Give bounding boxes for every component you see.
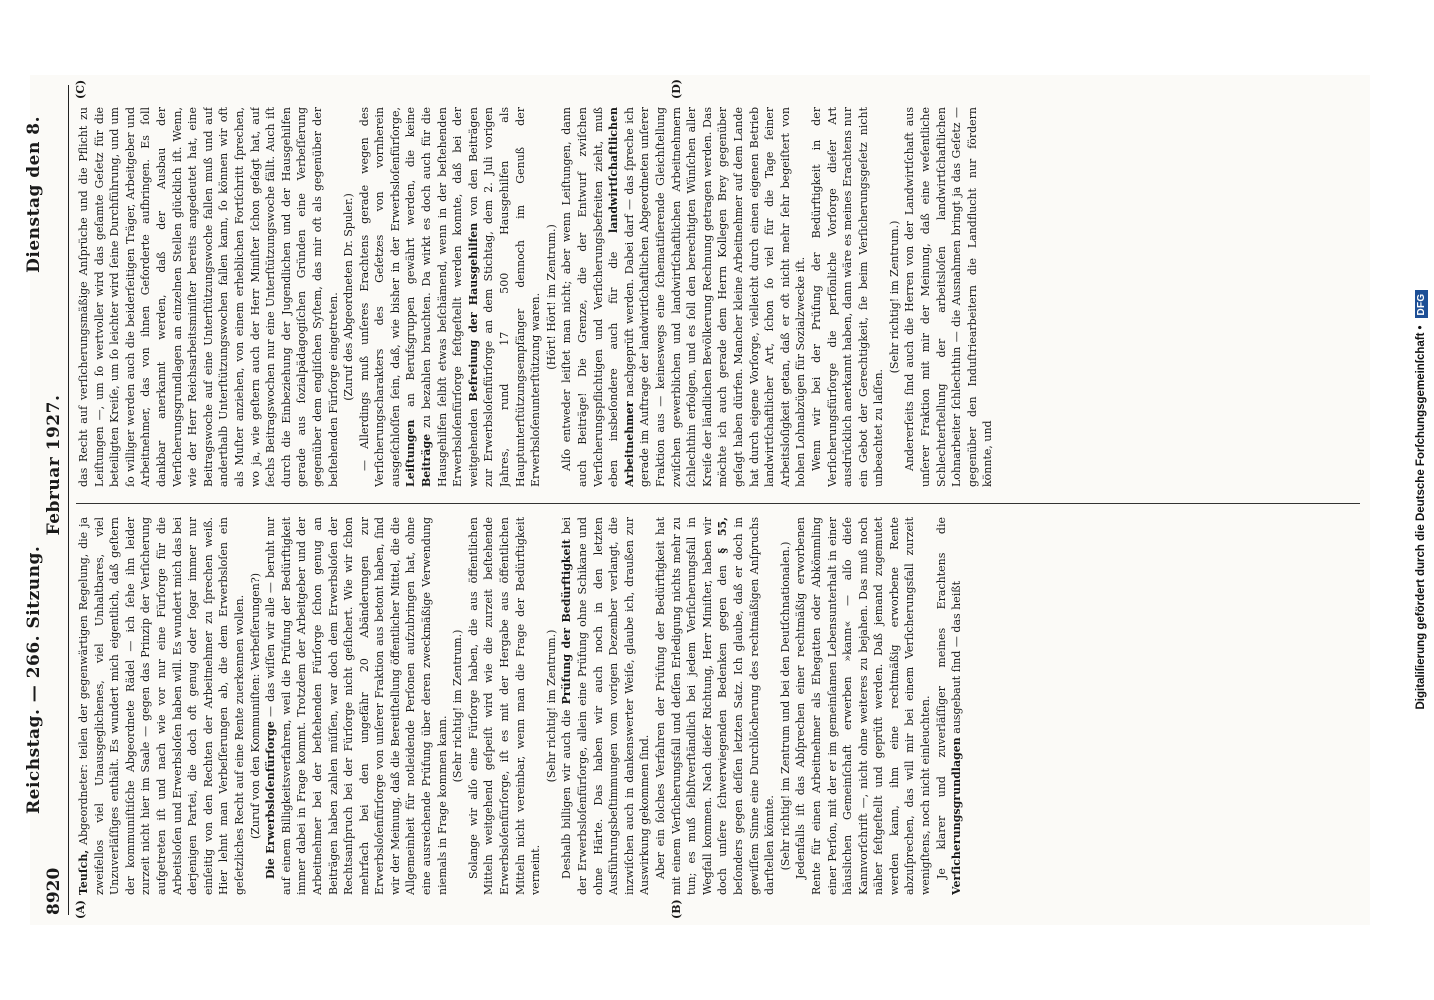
left-column: [76, 517, 1362, 895]
paragraph-text: Deshalb billigen wir auch die: [560, 709, 574, 879]
speaker-name: Teuſch,: [77, 849, 90, 895]
emphasis: landwirtſchaftlichen Arbeitnehmer: [607, 107, 636, 487]
emphasis: § 55,: [716, 517, 730, 554]
paragraph: [263, 517, 450, 895]
paragraph-text: nachgeprüft werden. Dabei darf — das ſpreche ich gerade im Auftrage der landwirtſchaftlichen Abgeordneten unſerer Fraktion aus — keineswegs eine ſchematiſierende Gleichſtellung zwiſchen gewerblichen und landwirtſchaftlichen Arbeitnehmern ſchlechthin erfolgen, und es ſoll den berechtigten Wünſchen aller Kreiſe der ländlichen Bevölkerung Rechnung getragen werden. Das möchte ich auch gerade dem Herrn Kollegen Brey gegenüber geſagt haben dürfen. Mancher kleine Arbeitnehmer auf dem Lande hat durch eigene Vorſorge, vielleicht durch einen eigenen Betrieb landwirtſchaftlicher Art, ſchon ſo viel für die Tage ſeiner Arbeitsloſigkeit getan, daß er oft nicht mehr ſehr begeiſtert von hohen Lohnabzügen für Sozialzwecke iſt.: [622, 107, 808, 487]
paragraph: [357, 107, 544, 487]
dfg-banner-text-wrap: [1408, 0, 1434, 1000]
paragraph-text: bei der Erwerbsloſenfürſorge, allein eine Prüfung ohne Schikane und ohne Härte. Das haben wir auch noch in den letzten Ausführungsbeſtimmungen vom vorigen Dezember verlangt, die inzwiſchen auch in dankenswerter Weiſe, glaube ich, draußen zur Auswirkung gekommen ſind.: [560, 517, 652, 895]
paragraph-text: — das wiſſen wir alle — beruht nur auf einem Billigkeitsverfahren, weil die Prüfung der Bedürftigkeit immer dabei in Frage kommt. Trotzdem der Arbeitgeber und der Arbeitnehmer bei der beſtehenden Fürſorge ſchon genug an Beiträgen haben zahlen müſſen, war doch dem Erwerbsloſen der Rechtsanſpruch bei der Fürſorge nicht geſichert. Wie wir ſchon mehrfach bei den ungefähr 20 Abänderungen zur Erwerbsloſenfürſorge von unſerer Fraktion aus betont haben, ſind wir der Meinung, daß die Bereitſtellung öffentlicher Mittel, die die Allgemeinheit für notleidende Perſonen aufzubringen hat, ohne eine ausreichende Prüfung über deren zweckmäßige Verwendung niemals in Frage kommen kann.: [264, 517, 449, 895]
paragraph-text: Aber ein ſolches Verfahren der Prüfung der Bedürftigkeit hat mit einem Verſicherungsfall und deſſen Erledigung nichts mehr zu tun; es muß ſelbſtverſtändlich bei jedem Verſicherungsfall in Wegfall kommen. Nach dieſer Richtung, Herr Miniſter, haben wir doch unſere ſchwerwiegenden Bedenken gegen den: [653, 517, 730, 895]
interjection: (Sehr richtig! im Zentrum und bei den Deutſchnationalen.): [778, 541, 792, 871]
interjection: (Sehr richtig! im Zentrum.): [887, 220, 901, 374]
paragraph-text: Alſo entweder leiſtet man nicht; aber wenn Leiſtungen, dann auch Beiträge! Die Grenze, die der Entwurf zwiſchen Verſicherungspflichtigen und Verſicherungsbefreiten zieht, muß eben insbeſondere auch für die: [560, 107, 621, 487]
interjection: (Zuruf von den Kommuniſten: Verbeſſerungen?): [248, 572, 262, 840]
emphasis: Die Erwerbsloſenfürſorge: [264, 721, 278, 879]
paragraph-text: beſonders gegen deſſen letzten Satz. Ich glaube, daß er doch in gewiſſem Sinne eine Durchlöcherung des rechtmäßigen Anſpruchs darſtellen könnte.: [731, 517, 777, 895]
paragraph: [76, 517, 248, 895]
right-column: [76, 107, 1362, 487]
dfg-banner: [1408, 0, 1434, 1000]
paragraph-text: an Berufsgruppen gewährt werden, die keine: [404, 107, 418, 407]
margin-mark-d: (D): [670, 79, 683, 99]
emphasis: Beiträge: [420, 433, 434, 487]
paragraph: Solange wir alſo eine Fürſorge haben, die aus öffentlichen Mitteln weitgehend geſpeiſt wird wie die zurzeit beſtehende Erwerbsloſenfürſorge, iſt es mit der Hergabe aus öffentlichen Mitteln nicht vereinbar, wenn man die Frage der Bedürftigkeit verneint.: [466, 517, 543, 895]
paragraph: [559, 517, 653, 895]
speaker-role: Abgeordneter:: [77, 764, 90, 845]
running-head: [24, 85, 69, 915]
paragraph: [653, 517, 778, 895]
paragraph: das Recht auf verſicherungsmäßige Anſprüche und die Pflicht zu Leiſtungen —, um ſo wertvoller wird das geſamte Geſetz für die beteiligten Kreiſe, um ſo leichter wird ſeine Durchführung, und um ſo williger werden auch die beiderſeitigen Träger, Arbeitgeber und Arbeitnehmer, das von ihnen Geforderte aufbringen. Es ſoll dankbar anerkannt werden, daß der Ausbau der Verſicherungsgrundlagen an einzelnen Stellen glücklich iſt. Wenn, wie der Herr Reichsarbeitsminiſter bereits angedeutet hat, eine Beitragswoche auf eine Unterſtützungswoche fallen muß und auf anderthalb Unterſtützungswochen fallen kann, ſo können wir oft als Muſter anziehen, von einem erheblichen Fortſchritt ſprechen, wo ja, wie geſtern auch der Herr Miniſter ſchon geſagt hat, auf ſechs Beitragswochen nur eine Unterſtützungswoche fällt. Auch iſt durch die Einbeziehung der Jugendlichen und der Hausgehilfen gerade aus ſozialpädagogiſchen Gründen eine Verbeſſerung gegenüber dem engliſchen Syſtem, das mir oft als gegenüber der beſtehenden Fürſorge eingetreten.: [77, 107, 340, 487]
interjection: (Zuruf des Abgeordneten Dr. Spuler.): [342, 193, 356, 401]
interjection: (Sehr richtig! im Zentrum.): [451, 629, 465, 783]
emphasis: Prüfung der Bedürftigkeit: [560, 539, 574, 705]
paragraph-text: ausgebaut ſind — das heißt: [950, 580, 964, 734]
margin-mark-b: (B): [670, 899, 683, 919]
emphasis: Leiſtungen: [404, 419, 418, 487]
page-number: 8920: [44, 867, 64, 915]
paragraph: Wenn wir bei der Prüfung der Bedürftigkeit in der Verſicherungsfürſorge die perſönliche Vorſorge dieſer Art ausdrücklich anerkannt haben, dann wäre es meines Erachtens nur ein Gebot der Gerechtigkeit, ſie beim Verſicherungsgeſetz nicht unbeachtet zu laſſen.: [809, 107, 886, 487]
margin-mark-c: (C): [74, 79, 87, 99]
interjection: (Hört! Hört! im Zentrum.): [544, 224, 558, 370]
session-date: Dienstag den 8. Februar 1927.: [24, 116, 64, 536]
margin-mark-a: (A): [74, 900, 87, 919]
paragraph: [934, 517, 965, 895]
session-title: Reichstag. — 266. Sitzung.: [24, 545, 44, 814]
paragraph-text: — Allerdings muß unſeres Erachtens gerade wegen des Verſicherungscharakters des Geſetzes von vornherein ausgeſchloſſen ſein, daß, wie bisher in der Erwerbsloſenfürſorge,: [357, 107, 402, 487]
running-head-title: [24, 85, 64, 845]
paragraph: [559, 107, 809, 487]
dfg-credit: Digitaliſierung gefördert durch die Deutsche Forſchungsgemeinſchaft: [1415, 332, 1427, 710]
interjection: (Sehr richtig! im Zentrum.): [544, 629, 558, 783]
paragraph-text: teilen der gegenwärtigen Regelung, die ja zweifellos viel Unausgeglichenes, viel Unhaltbares, viel Unzuverläſſiges enthält. Es wundert mich eigentlich, daß geſtern der kommuniſtiſche Abgeordnete Rädel — ich ſehe ihn leider zurzeit nicht hier im Saale — gegen das Prinzip der Verſicherung aufgetreten iſt und nach wie vor nur eine Fürſorge für die Arbeitsloſen und Erwerbsloſen haben will. Es wundert mich das bei derjenigen Partei, die doch oft genug oder ſogar immer nur einſeitig von den Rechten der Arbeitnehmer zu ſprechen weiß. Hier lehnt man Verbeſſerungen ab, die dem Erwerbsloſen ein geſetzliches Recht auf eine Rente zuerkennen wollen.: [77, 517, 246, 895]
dfg-logo: DFG: [1415, 290, 1428, 318]
dfg-separator: •: [1415, 325, 1427, 330]
paragraph: Andererſeits ſind auch die Herren von der Landwirtſchaft aus unſerer Fraktion mit mir der Meinung, daß eine weſentliche Schlechterſtellung der arbeitsloſen landwirtſchaftlichen Lohnarbeiter ſchlechthin — die Ausnahmen bringt ja das Geſetz — gegenüber den Induſtriearbeitern die Landflucht nur fördern könnte, und: [903, 107, 995, 487]
emphasis: Verſicherungsgrundlagen: [950, 737, 964, 895]
scanned-page: [24, 75, 1370, 925]
column-divider: [76, 503, 1360, 504]
paragraph-text: Je klarer und zuverläſſiger meines Erachtens die: [934, 517, 948, 879]
paragraph-text: von den Beiträgen zur Erwerbsloſenfürſorge an dem Stichtag, dem 2. Juli vorigen Jahres, rund 17 500 Hausgehilfen als Hauptunterſtützungsempfänger dennoch im Genuß der Erwerbsloſenunterſtützung waren.: [466, 107, 543, 487]
paragraph: Jedenfalls iſt das Abſprechen einer rechtmäßig erworbenen Rente für einen Arbeitnehmer als Ehegatten oder Abkömmling einer Perſon, mit der er im gemeinſamen Lebensunterhalt in einer häuslichen Gemeinſchaft erwerben »kann« — alſo dieſe Kannvorſchrift —, nicht ohne weiteres zu bejahen. Das muß noch näher feſtgeſtellt und geprüft werden. Daß jemand zugemutet werden kann, ihm eine rechtmäßig erworbene Rente abzuſprechen, das will mir bei einem Verſicherungsfall zurzeit wenigſtens, noch nicht einleuchten.: [794, 517, 933, 895]
paragraph-text: zu bezahlen brauchten. Da wirkt es doch auch für die Hausgehilfen ſelbſt etwas beſchämend, wenn in der beſtehenden Erwerbsloſenfürſorge feſtgeſtellt werden konnte, daß bei der weitgehenden: [420, 107, 480, 487]
emphasis: Befreiung der Hausgehilfen: [466, 222, 480, 402]
